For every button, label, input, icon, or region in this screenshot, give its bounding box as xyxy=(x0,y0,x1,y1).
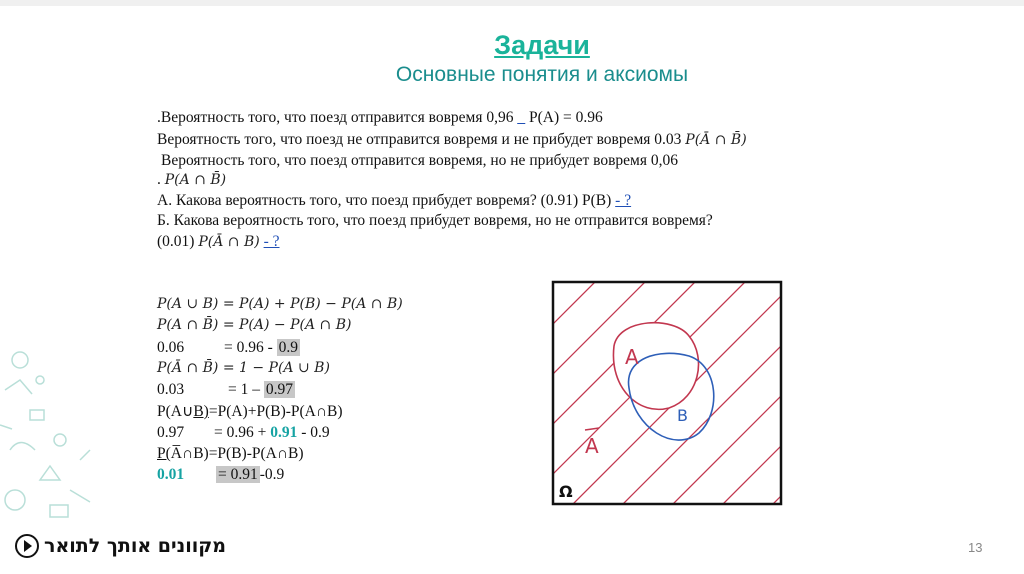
question-b xyxy=(157,211,713,230)
label-a: A xyxy=(625,345,639,369)
slide-title: Задачи xyxy=(494,30,590,60)
play-icon xyxy=(14,533,40,559)
highlighted-value: = 0.91 xyxy=(218,466,258,483)
question-text: A. Какова вероятность того, что поезд прибудет вовремя? (0.91) P(B) xyxy=(157,192,612,209)
question-text: (0.01) xyxy=(157,233,195,250)
label-not-a: A xyxy=(585,434,599,458)
answer-value: 0.91 xyxy=(270,424,298,441)
question-a xyxy=(157,191,631,210)
value: - 0.9 xyxy=(301,424,330,441)
problem-line-1 xyxy=(157,108,603,127)
value: 0.03 xyxy=(157,381,185,398)
hyperlink[interactable]: _ xyxy=(517,109,526,126)
hatch-lines xyxy=(549,278,785,508)
value: 0.97 xyxy=(157,424,185,441)
formula-complement: P(Ā ∩ B̄) = 1 − P(A ∪ B) xyxy=(157,360,330,376)
value: =P(A)+P(B)-P(A∩B) xyxy=(208,403,343,420)
solution-row-2 xyxy=(157,380,295,399)
solution-row-3 xyxy=(157,402,343,421)
slide-subtitle: Основные понятия и аксиомы xyxy=(395,63,689,86)
value: ̅∩B)=P(B)-P(A∩B) xyxy=(182,445,304,462)
label-omega: Ω xyxy=(559,482,573,501)
math-expression: P(A ∩ B̄) xyxy=(164,172,227,188)
value: P( xyxy=(157,445,171,462)
problem-text: .Вероятность того, что поезд отправится вовремя 0,96 xyxy=(157,109,514,126)
highlighted-value: 0.9 xyxy=(278,339,299,356)
value: 0.06 xyxy=(157,339,185,356)
problem-text: . xyxy=(157,171,161,188)
answer-value: 0.01 xyxy=(157,466,185,483)
highlighted-value: 0.97 xyxy=(265,381,293,398)
solution-row-6 xyxy=(157,465,284,484)
question-text: Б. Какова вероятность того, что поезд прибудет вовремя, но не отправится вовремя? xyxy=(157,212,713,229)
value: B) xyxy=(193,403,209,420)
problem-line-4 xyxy=(157,170,226,190)
problem-line-3 xyxy=(161,151,678,170)
page-number: 13 xyxy=(968,540,983,555)
value: = 0.96 + xyxy=(214,424,267,441)
circle-b xyxy=(629,353,714,440)
question-b-line-2 xyxy=(157,232,280,252)
formula-a-not-b: P(A ∩ B̄) = P(A) − P(A ∩ B) xyxy=(157,317,352,333)
slide-title-block xyxy=(0,30,1024,87)
label-b: B xyxy=(677,406,688,425)
hyperlink[interactable]: - ? xyxy=(615,192,632,209)
problem-text: P(A) = 0.96 xyxy=(528,109,603,126)
formula-union: P(A ∪ B) = P(A) + P(B) − P(A ∩ B) xyxy=(157,296,403,312)
value: P(A∪ xyxy=(157,403,194,420)
value: = 0.96 - xyxy=(224,339,273,356)
problem-line-2 xyxy=(157,130,747,150)
venn-diagram xyxy=(549,278,785,508)
sample-space-box xyxy=(553,282,781,504)
top-bar xyxy=(0,0,1024,6)
solution-row-4 xyxy=(157,423,330,442)
decorative-doodles xyxy=(0,330,110,530)
solution-row-1 xyxy=(157,338,300,357)
solution-row-5 xyxy=(157,444,304,463)
math-expression: P(Ā ∩ B) xyxy=(198,234,260,250)
problem-text: Вероятность того, что поезд не отправится вовремя и не прибудет вовремя 0.03 xyxy=(157,131,682,148)
problem-text: Вероятность того, что поезд отправится вовремя, но не прибудет вовремя 0,06 xyxy=(161,152,678,169)
math-expression: P(Ā ∩ B̄) xyxy=(685,132,747,148)
hyperlink[interactable]: - ? xyxy=(263,233,280,250)
value: = 1 – xyxy=(228,381,260,398)
value: A xyxy=(170,445,182,462)
value: -0.9 xyxy=(259,466,285,483)
brand-logo-text: מקוונים אותך לתואר xyxy=(44,535,227,557)
